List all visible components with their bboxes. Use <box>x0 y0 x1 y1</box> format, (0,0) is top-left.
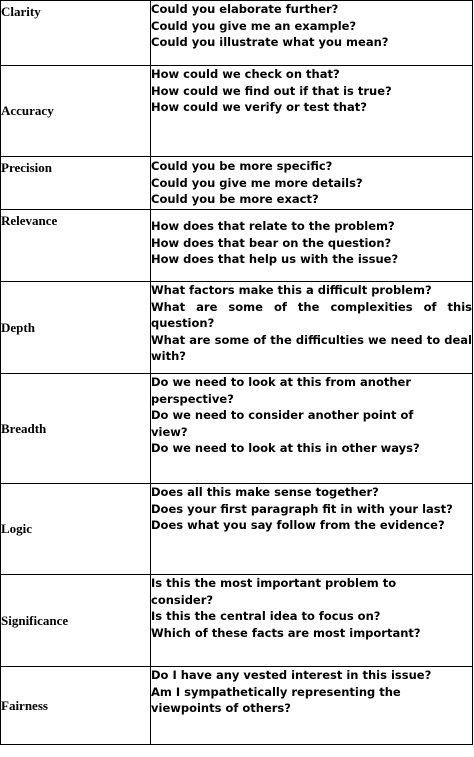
question-text: Which of these facts are most important? <box>151 625 421 640</box>
question-text: What are some of the difficulties we need to deal with? <box>151 332 472 363</box>
table-row <box>1 282 473 374</box>
question-text: Does your first paragraph fit in with your last? <box>151 501 453 516</box>
standard-label: Depth <box>1 282 151 374</box>
table-row <box>1 66 473 157</box>
question-text: Is this the most important problem to consider? <box>151 576 397 607</box>
question-text: How could we check on that? <box>151 67 340 81</box>
questions-cell <box>151 66 473 157</box>
question-text: Is this the central idea to focus on? <box>151 609 381 623</box>
question-text: How does that help us with the issue? <box>151 252 399 266</box>
question-text: Am I sympathetically representing the viewpoints of others? <box>151 684 401 715</box>
questions-cell <box>151 1 473 66</box>
question-text: Could you give me more details? <box>151 175 363 190</box>
question-text: Could you be more specific? <box>151 159 333 173</box>
standard-label: Breadth <box>1 374 151 484</box>
question-text: How could we find out if that is true? <box>151 83 392 98</box>
questions-cell <box>151 157 473 210</box>
question-text: Do we need to look at this from another perspective? <box>151 375 411 406</box>
question-text: What are some of the complexities of this question? <box>151 299 472 330</box>
standard-label: Logic <box>1 484 151 575</box>
table-row <box>1 575 473 667</box>
questions-cell <box>151 667 473 745</box>
question-text: Could you be more exact? <box>151 192 319 206</box>
table-row <box>1 1 473 66</box>
questions-cell <box>151 374 473 484</box>
table-row <box>1 210 473 282</box>
questions-cell <box>151 575 473 667</box>
standard-label: Significance <box>1 575 151 667</box>
standard-label: Relevance <box>1 210 151 282</box>
table-row <box>1 157 473 210</box>
question-text: What factors make this a difficult problem? <box>151 283 432 297</box>
question-text: Does what you say follow from the evidence? <box>151 518 445 532</box>
question-text: Do we need to look at this in other ways? <box>151 441 420 455</box>
question-text: Could you illustrate what you mean? <box>151 35 389 49</box>
questions-cell <box>151 484 473 575</box>
standard-label: Clarity <box>1 1 151 66</box>
question-text: How does that bear on the question? <box>151 235 392 250</box>
standard-label: Fairness <box>1 667 151 745</box>
table-row <box>1 484 473 575</box>
standard-label: Accuracy <box>1 66 151 157</box>
question-text: Could you give me an example? <box>151 18 357 33</box>
question-text: Could you elaborate further? <box>151 2 339 16</box>
table-row <box>1 667 473 745</box>
standard-label: Precision <box>1 157 151 210</box>
questions-cell <box>151 282 473 374</box>
question-text: How does that relate to the problem? <box>151 219 395 233</box>
table-row <box>1 374 473 484</box>
question-text: Does all this make sense together? <box>151 485 379 499</box>
questions-cell <box>151 210 473 282</box>
question-text: Do we need to consider another point of view? <box>151 408 414 439</box>
question-text: Do I have any vested interest in this issue? <box>151 668 432 682</box>
question-text: How could we verify or test that? <box>151 100 367 114</box>
